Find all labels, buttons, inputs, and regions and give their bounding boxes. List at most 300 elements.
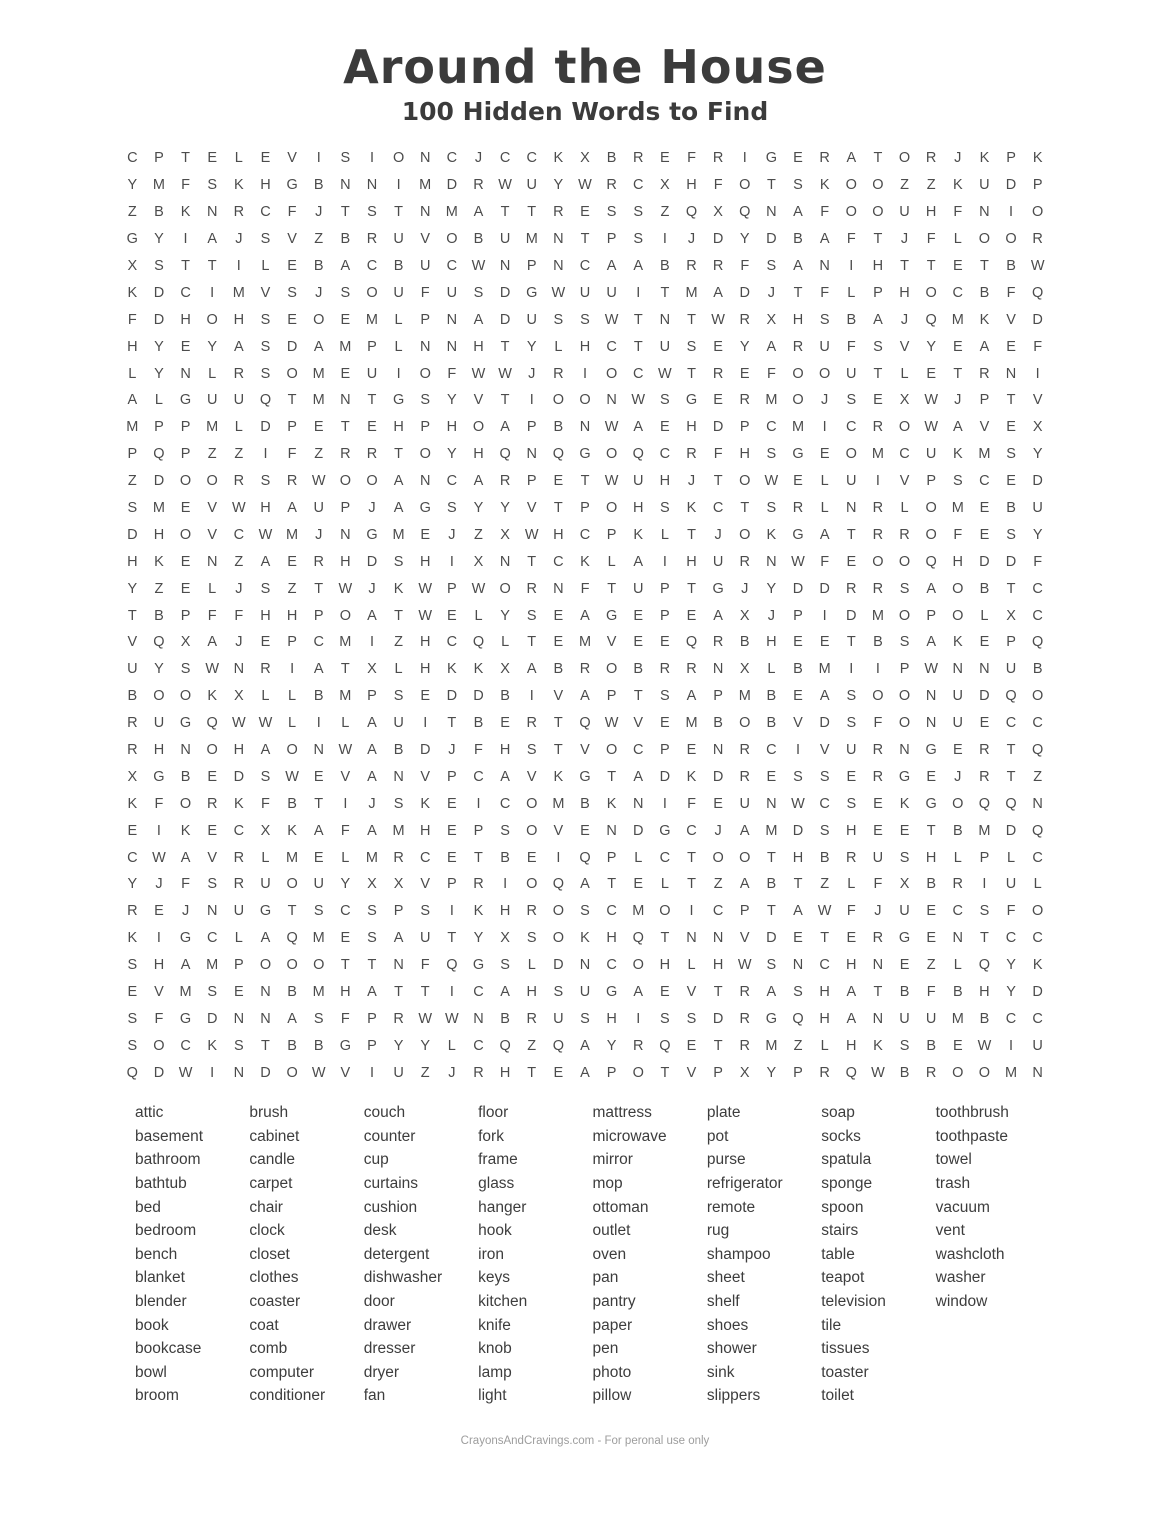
grid-letter: B: [739, 634, 750, 651]
grid-letter: N: [260, 984, 271, 1001]
grid-letter: U: [419, 258, 431, 274]
grid-letter: Y: [420, 1037, 431, 1054]
grid-letter: D: [712, 768, 724, 785]
grid-letter: Q: [792, 1010, 804, 1027]
grid-letter: I: [369, 1064, 374, 1081]
grid-letter: R: [499, 473, 511, 490]
grid-letter: E: [846, 553, 857, 570]
grid-letter: U: [1032, 500, 1043, 517]
grid-letter: M: [818, 661, 831, 678]
grid-letter: E: [287, 311, 297, 328]
grid-letter: F: [420, 284, 430, 301]
grid-letter: A: [633, 984, 644, 1001]
grid-letter: H: [419, 634, 431, 651]
grid-letter: Q: [925, 553, 937, 570]
grid-letter: W: [711, 311, 725, 328]
grid-letter: Y: [127, 580, 138, 597]
grid-letter: E: [1006, 419, 1016, 436]
grid-letter: T: [607, 876, 617, 893]
grid-letter: G: [179, 392, 192, 409]
grid-letter: R: [206, 795, 218, 812]
grid-letter: L: [501, 634, 510, 651]
grid-letter: H: [419, 661, 431, 678]
grid-letter: A: [367, 822, 377, 839]
grid-letter: T: [447, 715, 457, 732]
grid-letter: C: [899, 446, 910, 463]
grid-letter: I: [529, 688, 534, 705]
grid-letter: E: [793, 473, 803, 490]
grid-letter: O: [472, 419, 485, 436]
grid-letter: O: [153, 1037, 165, 1054]
grid-letter: W: [285, 768, 299, 785]
grid-letter: E: [154, 903, 164, 920]
grid-letter: M: [312, 930, 325, 947]
grid-letter: N: [260, 1010, 271, 1027]
grid-letter: D: [766, 231, 777, 248]
grid-letter: C: [606, 338, 617, 355]
grid-letter: U: [1005, 876, 1017, 893]
grid-letter: U: [206, 392, 218, 409]
grid-letter: J: [767, 284, 776, 301]
grid-letter: H: [606, 1010, 617, 1027]
word-list-item: blender: [135, 1292, 187, 1310]
grid-letter: I: [343, 795, 348, 812]
grid-letter: C: [499, 795, 511, 812]
grid-letter: H: [153, 742, 165, 759]
word-list-item: washcloth: [935, 1245, 1005, 1263]
word-list-column: [364, 1101, 478, 1408]
grid-letter: R: [739, 1037, 750, 1054]
grid-letter: J: [181, 903, 190, 920]
grid-letter: E: [633, 876, 644, 893]
grid-letter: Y: [1006, 957, 1016, 974]
grid-letter: P: [926, 607, 936, 624]
grid-letter: P: [1006, 150, 1016, 167]
grid-letter: Y: [500, 607, 510, 624]
grid-letter: F: [154, 795, 164, 812]
word-list-item: ottoman: [592, 1198, 649, 1216]
grid-letter: T: [926, 822, 936, 839]
grid-letter: O: [179, 795, 192, 812]
grid-letter: Y: [447, 392, 457, 409]
grid-letter: A: [127, 392, 138, 409]
grid-letter: C: [952, 903, 964, 920]
grid-letter: X: [739, 607, 750, 624]
grid-letter: Y: [447, 446, 457, 463]
grid-letter: D: [846, 607, 857, 624]
grid-letter: N: [766, 553, 777, 570]
grid-letter: E: [979, 500, 990, 517]
grid-letter: N: [419, 473, 431, 490]
grid-letter: C: [313, 634, 324, 651]
grid-letter: H: [286, 607, 298, 624]
grid-letter: Z: [127, 473, 137, 490]
grid-letter: M: [206, 419, 219, 436]
grid-letter: I: [982, 876, 987, 893]
word-list-item: trash: [935, 1174, 971, 1192]
grid-letter: U: [925, 1010, 937, 1027]
grid-letter: S: [633, 231, 644, 248]
grid-letter: L: [660, 526, 669, 543]
word-list-item: vacuum: [935, 1198, 990, 1216]
grid-letter: K: [287, 822, 297, 839]
word-list-item: bookcase: [135, 1340, 202, 1358]
grid-letter: P: [660, 580, 670, 597]
grid-letter: T: [660, 930, 670, 947]
grid-letter: O: [605, 742, 618, 759]
grid-letter: N: [340, 526, 351, 543]
grid-letter: F: [261, 795, 270, 812]
grid-letter: L: [341, 715, 350, 732]
grid-letter: O: [366, 473, 378, 490]
word-list-item: blanket: [135, 1269, 185, 1287]
grid-letter: O: [286, 876, 298, 893]
grid-letter: O: [206, 742, 218, 759]
word-list-item: counter: [363, 1127, 416, 1145]
grid-letter: U: [419, 930, 431, 947]
grid-letter: Z: [234, 446, 244, 463]
word-list-item: door: [363, 1292, 395, 1310]
grid-letter: I: [636, 1010, 641, 1027]
grid-letter: O: [739, 849, 751, 866]
grid-letter: Q: [685, 204, 698, 221]
grid-letter: Q: [632, 930, 644, 947]
grid-letter: K: [180, 204, 191, 221]
grid-letter: T: [553, 500, 563, 517]
grid-letter: Q: [206, 715, 218, 732]
grid-letter: A: [526, 661, 537, 678]
grid-letter: L: [847, 284, 856, 301]
grid-letter: D: [819, 715, 830, 732]
grid-letter: G: [153, 768, 165, 785]
footer-credit: CrayonsAndCravings.com - For peronal use only: [460, 1434, 710, 1447]
grid-letter: T: [687, 365, 696, 382]
grid-letter: L: [1033, 876, 1042, 893]
grid-letter: B: [313, 688, 324, 705]
grid-letter: K: [952, 446, 963, 463]
grid-letter: W: [604, 419, 619, 436]
grid-letter: A: [633, 419, 644, 436]
grid-letter: E: [819, 634, 830, 651]
grid-letter: U: [1005, 661, 1017, 678]
grid-letter: E: [287, 553, 297, 570]
grid-letter: B: [473, 715, 484, 732]
grid-letter: M: [685, 284, 698, 301]
grid-letter: C: [206, 930, 218, 947]
grid-letter: K: [553, 768, 564, 785]
grid-letter: F: [1006, 903, 1016, 920]
grid-letter: E: [526, 849, 537, 866]
grid-letter: R: [979, 742, 990, 759]
grid-letter: R: [606, 177, 617, 194]
grid-letter: O: [898, 553, 911, 570]
grid-letter: T: [500, 204, 510, 221]
grid-letter: W: [498, 365, 512, 382]
grid-letter: E: [580, 822, 590, 839]
grid-letter: R: [127, 742, 138, 759]
grid-letter: W: [604, 473, 619, 490]
grid-letter: L: [394, 661, 403, 678]
grid-letter: H: [340, 984, 351, 1001]
grid-letter: L: [261, 688, 270, 705]
grid-letter: J: [900, 311, 909, 328]
word-list-item: spoon: [821, 1198, 864, 1216]
grid-letter: B: [1006, 500, 1016, 517]
grid-letter: E: [713, 392, 723, 409]
grid-letter: S: [260, 338, 271, 355]
grid-letter: R: [739, 553, 750, 570]
grid-letter: I: [875, 473, 880, 490]
grid-letter: T: [713, 984, 723, 1001]
grid-letter: B: [926, 876, 936, 893]
grid-letter: G: [179, 1010, 192, 1027]
grid-letter: N: [553, 580, 564, 597]
grid-letter: O: [978, 1064, 991, 1081]
grid-letter: M: [339, 688, 352, 705]
word-list-item: oven: [592, 1245, 627, 1263]
grid-letter: L: [234, 419, 243, 436]
grid-letter: S: [207, 177, 218, 194]
grid-letter: N: [712, 930, 724, 947]
grid-letter: E: [180, 553, 191, 570]
grid-letter: G: [392, 392, 405, 409]
grid-letter: O: [925, 284, 937, 301]
grid-letter: C: [1032, 1010, 1043, 1027]
grid-letter: R: [686, 258, 697, 274]
grid-letter: Y: [207, 338, 218, 355]
grid-letter: A: [633, 768, 644, 785]
grid-letter: Y: [1032, 446, 1043, 463]
grid-letter: Y: [154, 231, 164, 248]
grid-letter: S: [553, 311, 564, 328]
grid-letter: L: [1007, 849, 1016, 866]
grid-letter: C: [1032, 930, 1043, 947]
grid-letter: R: [872, 526, 884, 543]
grid-letter: W: [631, 392, 646, 409]
grid-letter: G: [712, 580, 724, 597]
grid-letter: N: [872, 957, 884, 974]
grid-letter: D: [473, 688, 484, 705]
grid-letter: J: [954, 768, 962, 785]
grid-letter: J: [235, 580, 243, 597]
grid-letter: J: [954, 392, 962, 409]
grid-letter: C: [1032, 580, 1043, 597]
grid-letter: B: [979, 580, 990, 597]
grid-letter: Z: [474, 526, 483, 543]
grid-letter: A: [473, 473, 484, 490]
grid-letter: B: [500, 1010, 510, 1027]
grid-letter: S: [873, 338, 883, 355]
grid-letter: L: [394, 311, 403, 328]
grid-letter: W: [178, 1064, 193, 1081]
grid-letter: H: [499, 1064, 511, 1081]
grid-letter: U: [739, 795, 750, 812]
grid-letter: R: [127, 715, 138, 732]
grid-letter: T: [766, 177, 776, 194]
grid-letter: V: [207, 526, 218, 543]
grid-letter: A: [500, 419, 510, 436]
grid-letter: U: [952, 688, 964, 705]
grid-letter: E: [1006, 473, 1016, 490]
grid-letter: V: [260, 284, 271, 301]
grid-letter: D: [553, 957, 564, 974]
grid-letter: T: [713, 1037, 723, 1054]
grid-letter: W: [418, 607, 433, 624]
grid-letter: T: [207, 258, 217, 274]
grid-letter: S: [207, 984, 218, 1001]
grid-letter: I: [1009, 1037, 1014, 1054]
grid-letter: T: [394, 446, 404, 463]
word-list-item: tissues: [821, 1340, 870, 1358]
grid-letter: O: [1005, 231, 1017, 248]
grid-letter: C: [1005, 930, 1017, 947]
grid-letter: R: [633, 150, 644, 167]
grid-letter: R: [526, 580, 537, 597]
grid-letter: A: [260, 742, 271, 759]
grid-letter: C: [446, 258, 458, 274]
grid-letter: D: [633, 822, 644, 839]
grid-letter: H: [499, 903, 511, 920]
grid-letter: J: [368, 580, 376, 597]
grid-letter: U: [313, 500, 324, 517]
grid-letter: N: [473, 1010, 484, 1027]
grid-letter: X: [580, 150, 590, 167]
grid-letter: A: [393, 473, 404, 490]
grid-letter: W: [791, 795, 805, 812]
grid-letter: U: [393, 1064, 404, 1081]
grid-letter: M: [765, 1037, 778, 1054]
grid-letter: R: [872, 500, 884, 517]
grid-letter: H: [739, 446, 750, 463]
grid-letter: M: [365, 311, 379, 328]
grid-letter: M: [738, 688, 751, 705]
grid-letter: V: [606, 634, 617, 651]
grid-letter: P: [606, 231, 617, 248]
grid-letter: A: [873, 311, 883, 328]
grid-letter: O: [898, 150, 911, 167]
grid-letter: Q: [1005, 795, 1017, 812]
grid-letter: H: [340, 553, 351, 570]
grid-letter: K: [1032, 150, 1043, 167]
grid-letter: E: [447, 849, 457, 866]
grid-letter: N: [712, 742, 724, 759]
grid-letter: E: [367, 419, 377, 436]
grid-letter: E: [340, 930, 351, 947]
grid-letter: Q: [472, 634, 485, 651]
grid-letter: P: [127, 446, 138, 463]
grid-letter: H: [499, 742, 511, 759]
grid-letter: Q: [739, 204, 751, 221]
grid-letter: W: [338, 580, 353, 597]
grid-letter: H: [846, 1037, 857, 1054]
grid-letter: T: [633, 338, 643, 355]
grid-letter: G: [898, 930, 911, 947]
grid-letter: M: [951, 500, 964, 517]
grid-letter: A: [580, 688, 590, 705]
grid-letter: N: [233, 1010, 245, 1027]
grid-letter: G: [685, 392, 698, 409]
grid-letter: I: [796, 742, 801, 759]
grid-letter: M: [126, 419, 139, 436]
word-list-item: clock: [249, 1222, 285, 1240]
word-search-grid: [119, 145, 1051, 1086]
grid-letter: W: [258, 526, 273, 543]
grid-letter: R: [233, 365, 245, 382]
grid-letter: G: [366, 526, 378, 543]
grid-letter: N: [925, 688, 937, 705]
grid-letter: P: [180, 446, 191, 463]
grid-letter: C: [633, 177, 644, 194]
grid-letter: S: [127, 500, 138, 517]
grid-letter: J: [474, 150, 483, 167]
grid-letter: C: [473, 1037, 484, 1054]
grid-letter: E: [420, 688, 431, 705]
word-list-item: carpet: [249, 1174, 293, 1192]
grid-letter: E: [952, 338, 963, 355]
grid-letter: E: [899, 822, 910, 839]
grid-letter: P: [367, 338, 377, 355]
grid-letter: W: [817, 903, 832, 920]
word-list-item: cup: [363, 1151, 389, 1169]
grid-letter: T: [793, 284, 803, 301]
grid-letter: W: [418, 580, 433, 597]
grid-letter: H: [606, 930, 617, 947]
grid-letter: P: [660, 742, 670, 759]
grid-letter: J: [714, 526, 722, 543]
grid-letter: A: [952, 419, 963, 436]
grid-letter: B: [926, 1037, 936, 1054]
grid-letter: B: [766, 876, 777, 893]
grid-letter: P: [873, 284, 883, 301]
grid-letter: B: [899, 984, 910, 1001]
grid-letter: Z: [314, 446, 324, 463]
grid-letter: B: [580, 795, 590, 812]
grid-letter: A: [633, 553, 644, 570]
grid-letter: N: [446, 338, 458, 355]
grid-letter: A: [367, 742, 377, 759]
grid-letter: L: [554, 338, 563, 355]
word-list-item: refrigerator: [706, 1174, 783, 1192]
grid-letter: A: [367, 768, 377, 785]
grid-letter: N: [606, 822, 617, 839]
grid-letter: S: [260, 768, 271, 785]
grid-letter: I: [449, 553, 454, 570]
grid-letter: R: [526, 715, 537, 732]
grid-letter: N: [872, 1010, 884, 1027]
grid-letter: T: [900, 258, 909, 274]
grid-letter: Y: [340, 876, 351, 893]
grid-letter: K: [393, 580, 404, 597]
grid-letter: P: [526, 419, 537, 436]
grid-letter: X: [367, 661, 377, 678]
grid-letter: A: [606, 258, 617, 274]
grid-letter: H: [260, 500, 271, 517]
grid-letter: N: [579, 957, 591, 974]
grid-letter: M: [445, 204, 458, 221]
grid-letter: M: [179, 984, 192, 1001]
grid-letter: R: [846, 849, 857, 866]
grid-letter: Z: [713, 876, 723, 893]
grid-letter: Y: [926, 338, 936, 355]
word-list-column: [593, 1101, 707, 1408]
word-list-item: cushion: [363, 1198, 418, 1216]
grid-letter: A: [367, 607, 377, 624]
grid-letter: B: [766, 688, 777, 705]
grid-letter: C: [579, 526, 591, 543]
grid-letter: O: [792, 365, 804, 382]
grid-letter: X: [260, 822, 271, 839]
grid-letter: H: [659, 957, 671, 974]
